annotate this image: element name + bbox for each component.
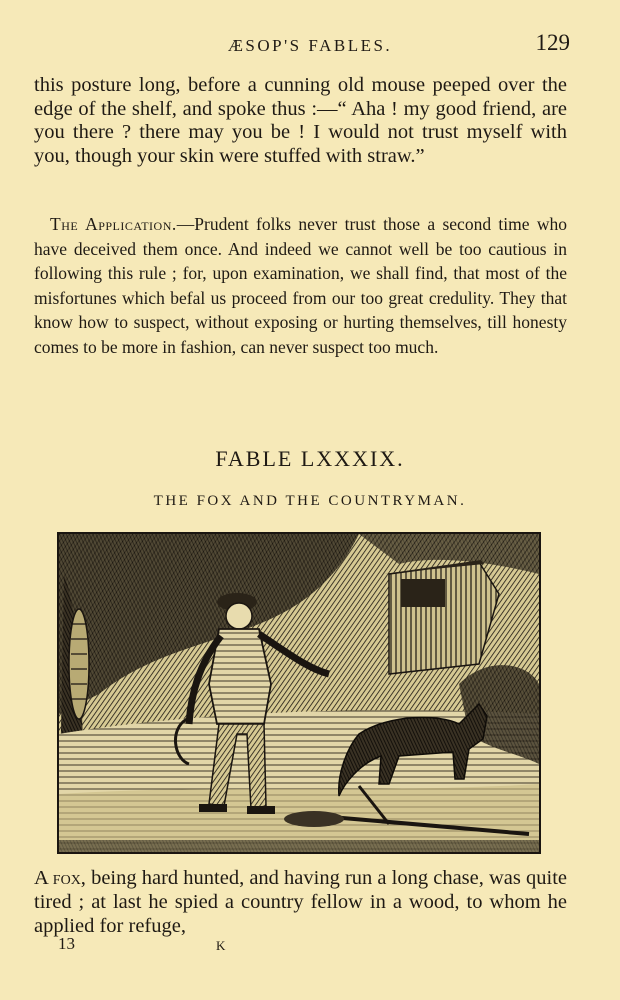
fable-paragraph xyxy=(34,866,567,938)
fable-title: THE FOX AND THE COUNTRYMAN. xyxy=(153,493,467,509)
running-title: ÆSOP'S FABLES. xyxy=(227,36,393,55)
fable-body: being hard hunted, and having run a long chase, was quite tired ; at last he spied a country fellow in a wood, to whom he applied for refuge, xyxy=(34,867,567,937)
woodcut-illustration xyxy=(57,532,541,854)
signature-letter: K xyxy=(216,938,226,953)
woodcut-image xyxy=(59,534,539,852)
application-text: —Prudent folks never trust those a second time who have deceived them once. And indeed we cannot well be too cautious in following this rule ; for, upon examination, we shall find, that most of the misfortunes which befal us proceed from our too great credulity. They that know how to suspect, without exposing or hurting themselves, till honesty comes to be more in fashion, can never suspect too much. xyxy=(34,214,568,357)
running-head xyxy=(0,30,620,58)
signature-mark: 13 xyxy=(58,934,75,953)
application-paragraph xyxy=(34,212,567,359)
application-label: The Application. xyxy=(50,214,177,234)
page-number: 129 xyxy=(535,30,570,55)
continued-paragraph: this posture long, before a cunning old mouse peeped over the edge of the shelf, and spoke thus :—“ Aha ! my good friend, are you there ? there may you be ! I would not trust myself with you, though your skin were stuffed with straw.” xyxy=(34,74,567,167)
fable-opening: A fox, xyxy=(34,867,86,889)
fable-number: FABLE LXXXIX. xyxy=(215,446,405,471)
